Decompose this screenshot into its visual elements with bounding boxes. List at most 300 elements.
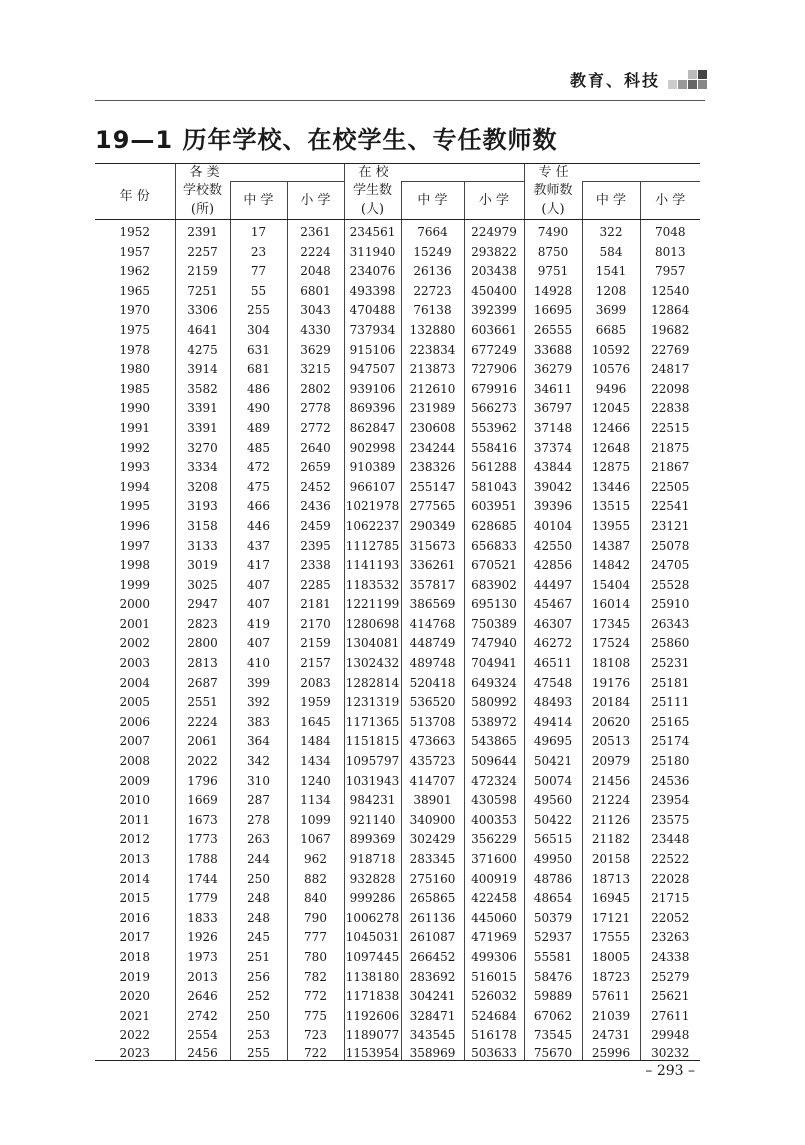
value-cell: 250 [230,1007,287,1027]
value-cell: 3306 [175,301,230,321]
value-cell: 20184 [582,693,640,713]
value-cell: 275160 [401,870,464,890]
value-cell: 22515 [640,419,700,439]
value-cell: 486 [230,380,287,400]
value-cell: 3334 [175,458,230,478]
table-row [95,948,700,968]
value-cell: 263 [230,830,287,850]
table-body [95,220,700,1061]
value-cell: 50422 [524,811,582,831]
value-cell: 24817 [640,360,700,380]
table-row [95,537,700,557]
page-title: 19—1 历年学校、在校学生、专任教师数 [95,126,558,154]
header-students-middle: 中 学 [401,181,464,220]
header-rule [95,100,705,101]
value-cell: 772 [287,987,344,1007]
value-cell: 3629 [287,341,344,361]
value-cell: 16945 [582,889,640,909]
section-label: 教育、科技 [569,71,660,90]
header-group-teachers: 专 任 [524,164,582,182]
value-cell: 558416 [464,439,524,459]
value-cell: 234076 [344,262,401,282]
value-cell: 2813 [175,654,230,674]
value-cell: 23121 [640,517,700,537]
table-row [95,301,700,321]
value-cell: 939106 [344,380,401,400]
value-cell: 76138 [401,301,464,321]
table-row [95,341,700,361]
value-cell: 261136 [401,909,464,929]
value-cell: 472324 [464,772,524,792]
table-row [95,791,700,811]
value-cell: 417 [230,556,287,576]
value-cell: 277565 [401,497,464,517]
value-cell: 43844 [524,458,582,478]
value-cell: 4275 [175,341,230,361]
value-cell: 3270 [175,439,230,459]
value-cell: 580992 [464,693,524,713]
year-cell: 1978 [119,342,151,357]
value-cell: 1112785 [344,537,401,557]
value-cell: 450400 [464,282,524,302]
value-cell: 503633 [464,1046,524,1061]
value-cell: 3914 [175,360,230,380]
value-cell: 747940 [464,634,524,654]
value-cell: 1151815 [344,732,401,752]
table-row [95,321,700,341]
value-cell: 22769 [640,341,700,361]
year-cell: 2016 [119,910,151,925]
value-cell: 371600 [464,850,524,870]
table-row [95,732,700,752]
value-cell: 1779 [175,889,230,909]
year-cell: 1997 [119,538,151,553]
value-cell: 21126 [582,811,640,831]
value-cell: 775 [287,1007,344,1027]
value-cell: 25996 [582,1046,640,1061]
table-row [95,615,700,635]
table-row [95,968,700,988]
value-cell: 261087 [401,928,464,948]
value-cell: 2646 [175,987,230,1007]
table-row [95,693,700,713]
value-cell: 21224 [582,791,640,811]
value-cell: 283692 [401,968,464,988]
value-cell: 212610 [401,380,464,400]
value-cell: 49695 [524,732,582,752]
value-cell: 1280698 [344,615,401,635]
table-row [95,850,700,870]
value-cell: 407 [230,576,287,596]
value-cell: 24731 [582,1026,640,1046]
value-cell: 656833 [464,537,524,557]
table-row [95,909,700,929]
year-cell: 1957 [119,244,151,259]
value-cell: 45467 [524,595,582,615]
value-cell: 840 [287,889,344,909]
value-cell: 55581 [524,948,582,968]
value-cell: 524684 [464,1007,524,1027]
value-cell: 386569 [401,595,464,615]
table-row [95,243,700,263]
value-cell: 727906 [464,360,524,380]
table-row [95,478,700,498]
value-cell: 2640 [287,439,344,459]
value-cell: 25078 [640,537,700,557]
value-cell: 2048 [287,262,344,282]
value-cell: 37374 [524,439,582,459]
value-cell: 947507 [344,360,401,380]
value-cell: 670521 [464,556,524,576]
value-cell: 52937 [524,928,582,948]
year-cell: 1993 [119,460,151,475]
value-cell: 2061 [175,732,230,752]
value-cell: 8750 [524,243,582,263]
header-teachers-total: 教师数 (人) [524,181,582,220]
value-cell: 869396 [344,399,401,419]
value-cell: 6685 [582,321,640,341]
table-row [95,1026,700,1046]
year-cell: 2010 [119,793,151,808]
table-row [95,1007,700,1027]
value-cell: 21039 [582,1007,640,1027]
value-cell: 14387 [582,537,640,557]
value-cell: 26136 [401,262,464,282]
value-cell: 2395 [287,537,344,557]
value-cell: 49560 [524,791,582,811]
value-cell: 30232 [640,1046,700,1061]
value-cell: 1231319 [344,693,401,713]
year-cell: 2023 [95,1046,175,1061]
year-cell: 1999 [119,577,151,592]
value-cell: 445060 [464,909,524,929]
year-cell: 2011 [119,812,151,827]
value-cell: 1099 [287,811,344,831]
value-cell: 723 [287,1026,344,1046]
value-cell: 1171365 [344,713,401,733]
value-cell: 224979 [464,220,524,243]
value-cell: 23448 [640,830,700,850]
value-cell: 3582 [175,380,230,400]
value-cell: 1240 [287,772,344,792]
year-cell: 1970 [119,303,151,318]
year-cell: 2002 [119,636,151,651]
value-cell: 921140 [344,811,401,831]
table-row [95,928,700,948]
value-cell: 2013 [175,968,230,988]
value-cell: 1183532 [344,576,401,596]
value-cell: 336261 [401,556,464,576]
value-cell: 448749 [401,634,464,654]
value-cell: 21867 [640,458,700,478]
value-cell: 25860 [640,634,700,654]
value-cell: 357817 [401,576,464,596]
value-cell: 21875 [640,439,700,459]
value-cell: 248 [230,889,287,909]
year-cell: 1995 [119,499,151,514]
value-cell: 255 [230,301,287,321]
year-cell: 2020 [119,989,151,1004]
value-cell: 59889 [524,987,582,1007]
value-cell: 1045031 [344,928,401,948]
statistics-table [95,163,700,1061]
value-cell: 962 [287,850,344,870]
value-cell: 679916 [464,380,524,400]
value-cell: 400353 [464,811,524,831]
value-cell: 2947 [175,595,230,615]
value-cell: 782 [287,968,344,988]
table-row [95,439,700,459]
header-schools-total: 学校数 (所) [175,181,230,220]
value-cell: 2257 [175,243,230,263]
value-cell: 39042 [524,478,582,498]
value-cell: 9496 [582,380,640,400]
value-cell: 2022 [175,752,230,772]
value-cell: 255147 [401,478,464,498]
table-row [95,380,700,400]
table-row [95,1046,700,1061]
value-cell: 25181 [640,674,700,694]
value-cell: 790 [287,909,344,929]
value-cell: 18108 [582,654,640,674]
value-cell: 2551 [175,693,230,713]
value-cell: 414707 [401,772,464,792]
value-cell: 2285 [287,576,344,596]
value-cell: 489 [230,419,287,439]
table-row [95,987,700,1007]
header-students-primary: 小 学 [464,181,524,220]
year-cell: 2007 [119,734,151,749]
value-cell: 17524 [582,634,640,654]
header-schools-middle: 中 学 [230,181,287,220]
value-cell: 29948 [640,1026,700,1046]
value-cell: 1434 [287,752,344,772]
value-cell: 20158 [582,850,640,870]
value-cell: 3391 [175,399,230,419]
value-cell: 21456 [582,772,640,792]
value-cell: 1138180 [344,968,401,988]
table-row [95,811,700,831]
value-cell: 2452 [287,478,344,498]
value-cell: 392 [230,693,287,713]
table-row [95,360,700,380]
value-cell: 33688 [524,341,582,361]
value-cell: 3208 [175,478,230,498]
value-cell: 24536 [640,772,700,792]
table-row [95,399,700,419]
value-cell: 1833 [175,909,230,929]
value-cell: 58476 [524,968,582,988]
value-cell: 1788 [175,850,230,870]
value-cell: 77 [230,262,287,282]
value-cell: 315673 [401,537,464,557]
value-cell: 2687 [175,674,230,694]
value-cell: 203438 [464,262,524,282]
value-cell: 12864 [640,301,700,321]
value-cell: 25279 [640,968,700,988]
value-cell: 19682 [640,321,700,341]
value-cell: 520418 [401,674,464,694]
value-cell: 628685 [464,517,524,537]
header-teachers-middle: 中 学 [582,181,640,220]
value-cell: 2436 [287,497,344,517]
value-cell: 36797 [524,399,582,419]
value-cell: 290349 [401,517,464,537]
value-cell: 3699 [582,301,640,321]
value-cell: 8013 [640,243,700,263]
year-cell: 1952 [119,225,151,239]
value-cell: 631 [230,341,287,361]
value-cell: 50379 [524,909,582,929]
value-cell: 17 [230,220,287,243]
value-cell: 24705 [640,556,700,576]
value-cell: 1062237 [344,517,401,537]
value-cell: 584 [582,243,640,263]
value-cell: 2742 [175,1007,230,1027]
value-cell: 1141193 [344,556,401,576]
year-cell: 2012 [119,832,151,847]
year-cell: 1998 [119,558,151,573]
value-cell: 543865 [464,732,524,752]
value-cell: 493398 [344,282,401,302]
value-cell: 6801 [287,282,344,302]
value-cell: 918718 [344,850,401,870]
value-cell: 2800 [175,634,230,654]
value-cell: 12466 [582,419,640,439]
value-cell: 49950 [524,850,582,870]
year-cell: 2021 [119,1008,151,1023]
year-cell: 1985 [119,381,151,396]
value-cell: 2159 [175,262,230,282]
value-cell: 328471 [401,1007,464,1027]
value-cell: 910389 [344,458,401,478]
value-cell: 287 [230,791,287,811]
value-cell: 1095797 [344,752,401,772]
value-cell: 22028 [640,870,700,890]
value-cell: 36279 [524,360,582,380]
value-cell: 932828 [344,870,401,890]
value-cell: 566273 [464,399,524,419]
year-cell: 2000 [119,597,151,612]
value-cell: 1221199 [344,595,401,615]
value-cell: 253 [230,1026,287,1046]
value-cell: 1067 [287,830,344,850]
value-cell: 1153954 [345,1045,400,1060]
value-cell: 1171838 [344,987,401,1007]
year-cell: 1980 [119,362,151,377]
value-cell: 966107 [344,478,401,498]
value-cell: 34611 [524,380,582,400]
value-cell: 250 [230,870,287,890]
value-cell: 526032 [464,987,524,1007]
value-cell: 42856 [524,556,582,576]
table-row [95,870,700,890]
year-cell: 2019 [119,969,151,984]
value-cell: 12045 [582,399,640,419]
page-number: – 293 – [645,1063,695,1079]
value-cell: 25111 [640,693,700,713]
value-cell: 7957 [640,262,700,282]
value-cell: 430598 [464,791,524,811]
value-cell: 46272 [524,634,582,654]
year-cell: 2005 [119,695,151,710]
value-cell: 23575 [640,811,700,831]
value-cell: 407 [230,595,287,615]
table-row [95,752,700,772]
year-cell: 2004 [119,675,151,690]
table-row [95,497,700,517]
value-cell: 358969 [401,1046,464,1061]
table-row [95,517,700,537]
value-cell: 13446 [582,478,640,498]
value-cell: 40104 [524,517,582,537]
value-cell: 536520 [401,693,464,713]
value-cell: 38901 [401,791,464,811]
table-row [95,889,700,909]
value-cell: 50074 [524,772,582,792]
value-cell: 10592 [582,341,640,361]
value-cell: 862847 [344,419,401,439]
table-row [95,654,700,674]
value-cell: 1282814 [344,674,401,694]
value-cell: 278 [230,811,287,831]
value-cell: 3133 [175,537,230,557]
value-cell: 7490 [524,220,582,243]
value-cell: 23263 [640,928,700,948]
value-cell: 902998 [344,439,401,459]
value-cell: 56515 [524,830,582,850]
header-group-students: 在 校 [344,164,401,182]
value-cell: 704941 [464,654,524,674]
value-cell: 400919 [464,870,524,890]
value-cell: 1973 [175,948,230,968]
table-row [95,634,700,654]
value-cell: 364 [230,732,287,752]
value-cell: 24338 [640,948,700,968]
table-row [95,830,700,850]
value-cell: 15249 [401,243,464,263]
value-cell: 538972 [464,713,524,733]
year-cell: 1992 [119,440,151,455]
value-cell: 20513 [582,732,640,752]
value-cell: 293822 [464,243,524,263]
value-cell: 48493 [524,693,582,713]
value-cell: 499306 [464,948,524,968]
value-cell: 509644 [464,752,524,772]
value-cell: 471969 [464,928,524,948]
value-cell: 340900 [401,811,464,831]
value-cell: 14928 [524,282,582,302]
year-cell: 1996 [119,518,151,533]
value-cell: 581043 [464,478,524,498]
header-teachers-primary: 小 学 [640,181,700,220]
value-cell: 603951 [464,497,524,517]
year-cell: 2017 [119,930,151,945]
value-cell: 283345 [401,850,464,870]
value-cell: 1192606 [344,1007,401,1027]
year-cell: 1962 [119,264,151,279]
value-cell: 1959 [287,693,344,713]
value-cell: 49414 [524,713,582,733]
value-cell: 251 [230,948,287,968]
value-cell: 48786 [524,870,582,890]
table-row [95,458,700,478]
value-cell: 677249 [464,341,524,361]
value-cell: 256 [230,968,287,988]
value-cell: 984231 [344,791,401,811]
value-cell: 42550 [524,537,582,557]
value-cell: 55 [230,282,287,302]
